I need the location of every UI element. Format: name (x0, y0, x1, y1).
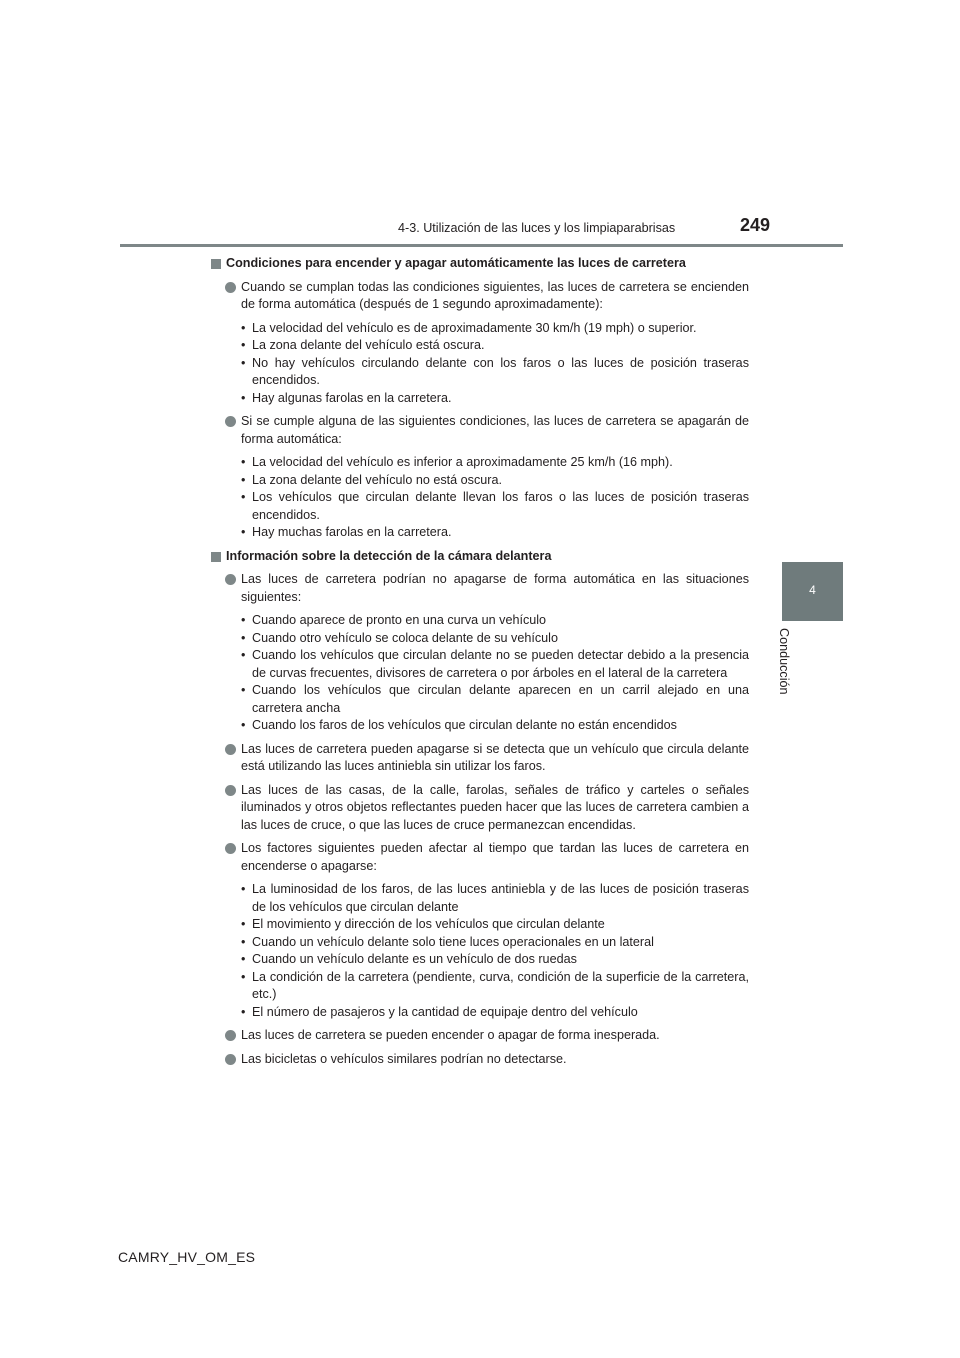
list-item (211, 337, 749, 355)
circle-bullet-icon (225, 574, 236, 585)
bullet-paragraph (211, 279, 749, 314)
square-bullet-icon (211, 259, 221, 269)
list-item (211, 355, 749, 390)
section-heading-text: Condiciones para encender y apagar automáticamente las luces de carretera (226, 256, 686, 270)
chapter-title: Conducción (777, 628, 791, 695)
list-item (211, 969, 749, 1004)
chapter-title-container (777, 628, 811, 728)
list-item-text: Cuando aparece de pronto en una curva un vehículo (252, 613, 547, 627)
list-item (211, 1004, 749, 1022)
list-marker: • (241, 718, 246, 732)
list-marker: • (241, 320, 246, 335)
list-item-text: No hay vehículos circulando delante con los faros o las luces de posición traseras encendidos. (252, 355, 749, 387)
bullet-text: Si se cumple alguna de las siguientes condiciones, las luces de carretera se apagarán de forma automática: (241, 414, 749, 446)
circle-bullet-icon (225, 785, 236, 796)
bullet-paragraph (211, 571, 749, 606)
list-item-text: Cuando un vehículo delante es un vehículo de dos ruedas (252, 952, 577, 966)
page-number: 249 (740, 215, 771, 235)
list-marker: • (241, 455, 246, 469)
list-marker: • (241, 472, 246, 487)
bullet-paragraph (211, 840, 749, 875)
list-marker: • (241, 1004, 246, 1019)
list-item (211, 630, 749, 648)
list-item-text: Hay muchas farolas en la carretera. (252, 525, 452, 539)
bullet-text: Las bicicletas o vehículos similares podrían no detectarse. (241, 1051, 567, 1066)
bullet-paragraph (211, 413, 749, 448)
list-item (211, 320, 749, 338)
list-marker: • (241, 630, 246, 645)
section-heading-text: Información sobre la detección de la cámara delantera (226, 548, 552, 563)
bullet-text: Las luces de carretera podrían no apagarse de forma automática en las situaciones siguientes: (241, 572, 749, 604)
section-heading (211, 548, 749, 566)
section-heading (211, 255, 749, 273)
list-item (211, 934, 749, 952)
bullet-paragraph (211, 782, 749, 835)
list-marker: • (241, 882, 246, 896)
list-item (211, 951, 749, 969)
list-item (211, 454, 749, 472)
list-marker: • (241, 683, 246, 697)
list-marker: • (241, 952, 246, 966)
list-item-text: El movimiento y dirección de los vehículos que circulan delante (252, 917, 605, 931)
running-header-section: 4-3. Utilización de las luces y los limpiaparabrisas (398, 221, 676, 235)
header-divider (120, 244, 843, 247)
content-section (211, 255, 749, 542)
circle-bullet-icon (225, 1030, 236, 1041)
list-marker: • (241, 917, 246, 931)
bullet-text: Los factores siguientes pueden afectar al tiempo que tardan las luces de carretera en encenderse o apagarse: (241, 841, 749, 873)
bullet-text: Cuando se cumplan todas las condiciones siguientes, las luces de carretera se encienden de forma automática (después de 1 segundo aproximadamente): (241, 279, 749, 311)
list-marker: • (241, 648, 246, 662)
list-item-text: La condición de la carretera (pendiente, curva, condición de la superficie de la carretera, etc.) (252, 969, 749, 1001)
list-item-text: La velocidad del vehículo es de aproximadamente 30 km/h (19 mph) o superior. (252, 320, 697, 335)
square-bullet-icon (211, 552, 221, 562)
bullet-paragraph (211, 1027, 749, 1045)
list-marker: • (241, 969, 246, 984)
list-item-text: Cuando los faros de los vehículos que circulan delante no están encendidos (252, 718, 677, 732)
page-content (211, 255, 749, 1074)
list-marker: • (241, 934, 246, 949)
list-item-text: Cuando otro vehículo se coloca delante de su vehículo (252, 630, 558, 645)
list-item-text: Cuando un vehículo delante solo tiene luces operacionales en un lateral (252, 934, 654, 949)
list-item (211, 612, 749, 630)
circle-bullet-icon (225, 416, 236, 427)
bullet-text: Las luces de carretera se pueden encender o apagar de forma inesperada. (241, 1028, 660, 1042)
circle-bullet-icon (225, 1054, 236, 1065)
list-marker: • (241, 490, 246, 504)
list-item (211, 647, 749, 682)
list-marker: • (241, 390, 246, 405)
list-item (211, 390, 749, 408)
bullet-paragraph (211, 1051, 749, 1069)
list-item-text: La velocidad del vehículo es inferior a aproximadamente 25 km/h (16 mph). (252, 455, 673, 469)
list-item-text: Cuando los vehículos que circulan delante aparecen en un carril alejado en una carretera ancha (252, 683, 749, 715)
bullet-text: Las luces de las casas, de la calle, farolas, señales de tráfico y carteles o señales iluminados y otros objetos reflectantes pueden hacer que las luces de carretera cambien a las luces de cruce, o que las luces de cruce permanezcan encendidas. (241, 782, 749, 832)
list-marker: • (241, 355, 246, 370)
circle-bullet-icon (225, 843, 236, 854)
content-section (211, 548, 749, 1069)
sub-list (211, 881, 749, 1021)
chapter-tab (782, 562, 843, 621)
list-item (211, 489, 749, 524)
list-item (211, 881, 749, 916)
manual-code-footer: CAMRY_HV_OM_ES (118, 1249, 256, 1265)
list-marker: • (241, 613, 246, 627)
bullet-text: Las luces de carretera pueden apagarse si se detecta que un vehículo que circula delante está utilizando las luces antiniebla sin utilizar los faros. (241, 741, 749, 773)
chapter-number: 4 (809, 583, 816, 597)
list-item-text: La zona delante del vehículo no está oscura. (252, 472, 502, 487)
list-item (211, 524, 749, 542)
sub-list (211, 320, 749, 408)
list-item (211, 916, 749, 934)
list-item (211, 472, 749, 490)
list-item-text: El número de pasajeros y la cantidad de equipaje dentro del vehículo (252, 1004, 638, 1019)
circle-bullet-icon (225, 282, 236, 293)
list-marker: • (241, 525, 246, 539)
list-item-text: La zona delante del vehículo está oscura. (252, 338, 485, 352)
bullet-paragraph (211, 741, 749, 776)
list-item-text: Los vehículos que circulan delante llevan los faros o las luces de posición traseras encendidos. (252, 490, 749, 522)
circle-bullet-icon (225, 744, 236, 755)
list-item (211, 682, 749, 717)
list-item-text: Hay algunas farolas en la carretera. (252, 390, 452, 405)
sub-list (211, 454, 749, 542)
list-item-text: Cuando los vehículos que circulan delante no se pueden detectar debido a la presencia de curvas frecuentes, divisores de carretera o por árboles en el lateral de la carretera (252, 648, 749, 680)
list-marker: • (241, 338, 246, 352)
list-item (211, 717, 749, 735)
sub-list (211, 612, 749, 735)
list-item-text: La luminosidad de los faros, de las luces antiniebla y de las luces de posición traseras de los vehículos que circulan delante (252, 882, 749, 914)
